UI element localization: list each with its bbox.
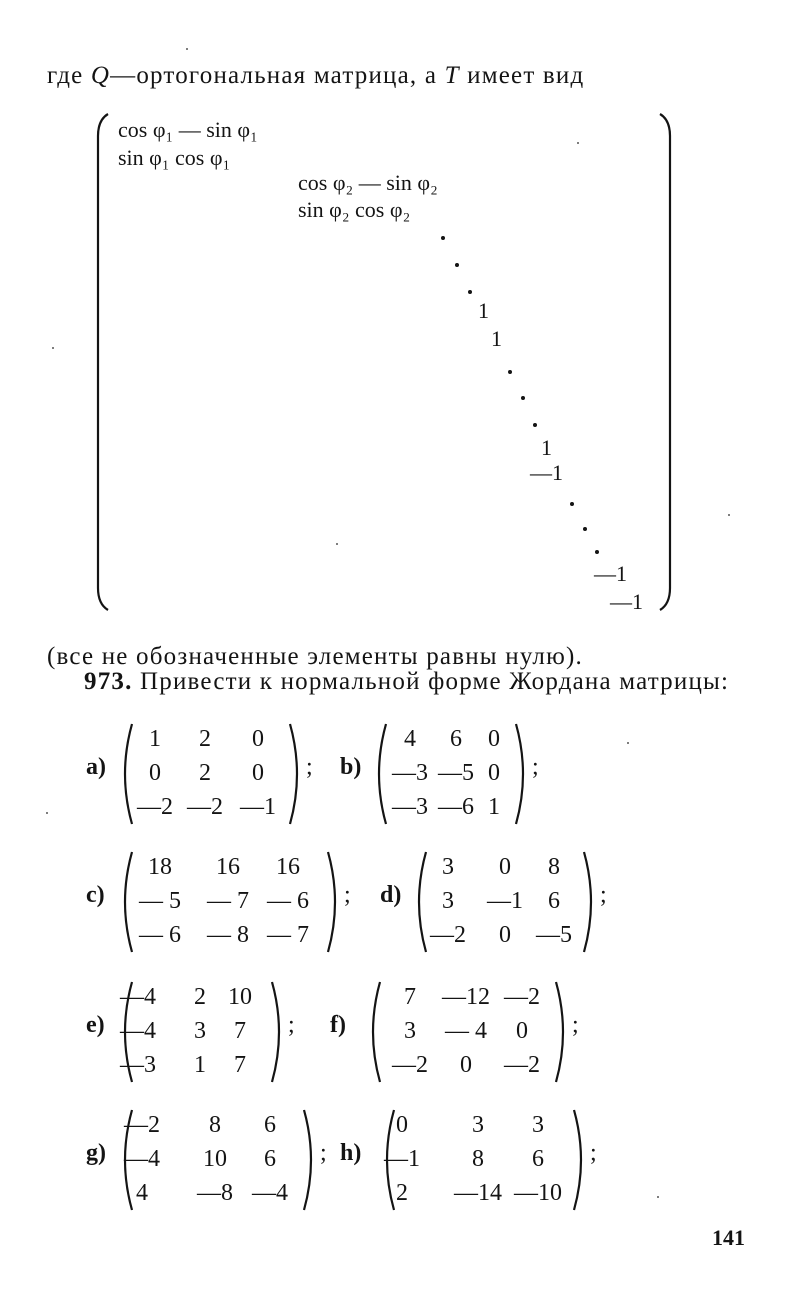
diagonal-dot	[441, 236, 445, 240]
matrix-cell: 3	[532, 1112, 544, 1138]
matrix-separator: ;	[320, 1140, 327, 1166]
scan-speck	[577, 142, 579, 144]
matrix-cell: 0	[252, 760, 264, 786]
matrix-label: a)	[86, 754, 106, 780]
note-line: (все не обозначенные элементы равны нулю).	[47, 643, 583, 670]
matrix-left-paren	[118, 850, 134, 954]
rotation-block-1-row-2: sin φ₁ cos φ₁	[118, 145, 231, 170]
matrix-right-paren	[326, 850, 342, 954]
matrix-cell: —2	[392, 1052, 428, 1078]
matrix-cell: 6	[548, 888, 560, 914]
matrix-cell: —14	[454, 1180, 502, 1206]
matrix-cell: 0	[488, 760, 500, 786]
matrix-cell: 4	[136, 1180, 148, 1206]
matrix-cell: —4	[252, 1180, 288, 1206]
matrix-cell: 7	[234, 1052, 246, 1078]
matrix-cell: 10	[203, 1146, 227, 1172]
scan-speck	[52, 347, 54, 349]
matrix-cell: 7	[234, 1018, 246, 1044]
page-number: 141	[712, 1225, 745, 1250]
symbol-q: Q	[90, 62, 111, 89]
intro-prefix: где	[47, 62, 91, 89]
big-left-bracket	[96, 112, 110, 612]
intro-suffix: имеет вид	[459, 62, 585, 89]
matrix-cell: 0	[252, 726, 264, 752]
matrix-cell: — 6	[267, 888, 309, 914]
matrix-right-paren	[302, 1108, 318, 1212]
matrix-cell: —3	[392, 794, 428, 820]
matrix-cell: 3	[442, 888, 454, 914]
diagonal-minus-one: —1	[530, 460, 563, 485]
matrix-cell: —3	[392, 760, 428, 786]
matrix-cell: 1	[488, 794, 500, 820]
matrix-cell: 6	[450, 726, 462, 752]
matrix-cell: —1	[240, 794, 276, 820]
matrix-cell: 16	[276, 854, 300, 880]
matrix-cell: 0	[149, 760, 161, 786]
symbol-t: T	[444, 62, 460, 89]
diagonal-one: 1	[478, 298, 489, 323]
matrix-cell: —1	[384, 1146, 420, 1172]
matrix-separator: ;	[306, 754, 313, 780]
matrix-separator: ;	[590, 1140, 597, 1166]
scan-speck	[186, 48, 188, 50]
matrix-cell: — 5	[139, 888, 181, 914]
diagonal-dot	[533, 423, 537, 427]
matrix-cell: —8	[197, 1180, 233, 1206]
matrix-cell: 3	[472, 1112, 484, 1138]
matrix-cell: 18	[148, 854, 172, 880]
diagonal-dot	[570, 502, 574, 506]
matrix-separator: ;	[288, 1012, 295, 1038]
matrix-label: f)	[330, 1012, 346, 1038]
matrix-cell: 8	[209, 1112, 221, 1138]
scan-speck	[46, 812, 48, 814]
matrix-right-paren	[288, 722, 304, 826]
matrix-cell: —2	[430, 922, 466, 948]
diagonal-dot	[508, 370, 512, 374]
diagonal-one: 1	[491, 326, 502, 351]
matrix-separator: ;	[532, 754, 539, 780]
diagonal-minus-one: —1	[594, 561, 627, 586]
matrix-cell: 0	[499, 922, 511, 948]
matrix-cell: —6	[438, 794, 474, 820]
matrix-cell: — 6	[139, 922, 181, 948]
matrix-cell: 0	[396, 1112, 408, 1138]
matrix-cell: —4	[120, 984, 156, 1010]
matrix-cell: 16	[216, 854, 240, 880]
matrix-left-paren	[118, 722, 134, 826]
matrix-right-paren	[572, 1108, 588, 1212]
matrix-label: g)	[86, 1140, 106, 1166]
matrix-cell: 6	[264, 1112, 276, 1138]
matrix-label: d)	[380, 882, 402, 908]
big-right-bracket	[658, 112, 672, 612]
matrix-cell: —3	[120, 1052, 156, 1078]
matrix-cell: — 7	[267, 922, 309, 948]
matrix-label: e)	[86, 1012, 105, 1038]
matrix-cell: 1	[149, 726, 161, 752]
problem-statement	[84, 668, 729, 696]
matrix-cell: —12	[442, 984, 490, 1010]
matrix-cell: 3	[442, 854, 454, 880]
matrix-cell: — 7	[207, 888, 249, 914]
diagonal-dot	[595, 550, 599, 554]
problem-text: Привести к нормальной форме Жордана матрицы:	[132, 668, 730, 695]
matrix-cell: 2	[199, 726, 211, 752]
intro-line	[47, 62, 584, 90]
matrix-cell: 3	[404, 1018, 416, 1044]
matrix-cell: 0	[488, 726, 500, 752]
rotation-block-1-row-1: cos φ₁ — sin φ₁	[118, 117, 258, 142]
matrix-separator: ;	[572, 1012, 579, 1038]
matrix-cell: —2	[187, 794, 223, 820]
matrix-right-paren	[270, 980, 286, 1084]
matrix-cell: —4	[124, 1146, 160, 1172]
matrix-cell: —2	[137, 794, 173, 820]
matrix-cell: —4	[120, 1018, 156, 1044]
matrix-label: h)	[340, 1140, 362, 1166]
matrix-cell: — 8	[207, 922, 249, 948]
diagonal-dot	[468, 290, 472, 294]
rotation-block-2-row-1: cos φ₂ — sin φ₂	[298, 170, 438, 195]
scan-speck	[336, 543, 338, 545]
matrix-separator: ;	[600, 882, 607, 908]
matrix-label: b)	[340, 754, 362, 780]
intro-middle: —ортогональная матрица, а	[110, 62, 445, 89]
diagonal-minus-one: —1	[610, 589, 643, 614]
matrix-cell: —2	[124, 1112, 160, 1138]
matrix-cell: 0	[460, 1052, 472, 1078]
matrix-cell: 6	[264, 1146, 276, 1172]
matrix-cell: 2	[396, 1180, 408, 1206]
diagonal-dot	[583, 527, 587, 531]
problem-number: 973.	[84, 668, 133, 695]
matrix-right-paren	[554, 980, 570, 1084]
matrix-cell: 2	[194, 984, 206, 1010]
matrix-cell: —10	[514, 1180, 562, 1206]
scan-speck	[627, 742, 629, 744]
matrix-left-paren	[366, 980, 382, 1084]
matrix-cell: 8	[472, 1146, 484, 1172]
matrix-cell: 4	[404, 726, 416, 752]
matrix-right-paren	[514, 722, 530, 826]
rotation-block-2-row-2: sin φ₂ cos φ₂	[298, 197, 411, 222]
matrix-cell: 0	[499, 854, 511, 880]
diagonal-dot	[455, 263, 459, 267]
matrix-cell: 7	[404, 984, 416, 1010]
diagonal-one: 1	[541, 435, 552, 460]
diagonal-dot	[521, 396, 525, 400]
matrix-cell: —5	[438, 760, 474, 786]
matrix-separator: ;	[344, 882, 351, 908]
scan-speck	[728, 514, 730, 516]
matrix-cell: 10	[228, 984, 252, 1010]
matrix-cell: 6	[532, 1146, 544, 1172]
matrix-cell: —2	[504, 1052, 540, 1078]
matrix-cell: 3	[194, 1018, 206, 1044]
matrix-cell: 1	[194, 1052, 206, 1078]
matrix-cell: 0	[516, 1018, 528, 1044]
matrix-right-paren	[582, 850, 598, 954]
matrix-cell: —1	[487, 888, 523, 914]
scan-speck	[657, 1196, 659, 1198]
matrix-label: c)	[86, 882, 105, 908]
matrix-cell: —5	[536, 922, 572, 948]
matrix-cell: — 4	[445, 1018, 487, 1044]
matrix-left-paren	[372, 722, 388, 826]
matrix-cell: —2	[504, 984, 540, 1010]
matrix-cell: 8	[548, 854, 560, 880]
matrix-cell: 2	[199, 760, 211, 786]
matrix-left-paren	[412, 850, 428, 954]
